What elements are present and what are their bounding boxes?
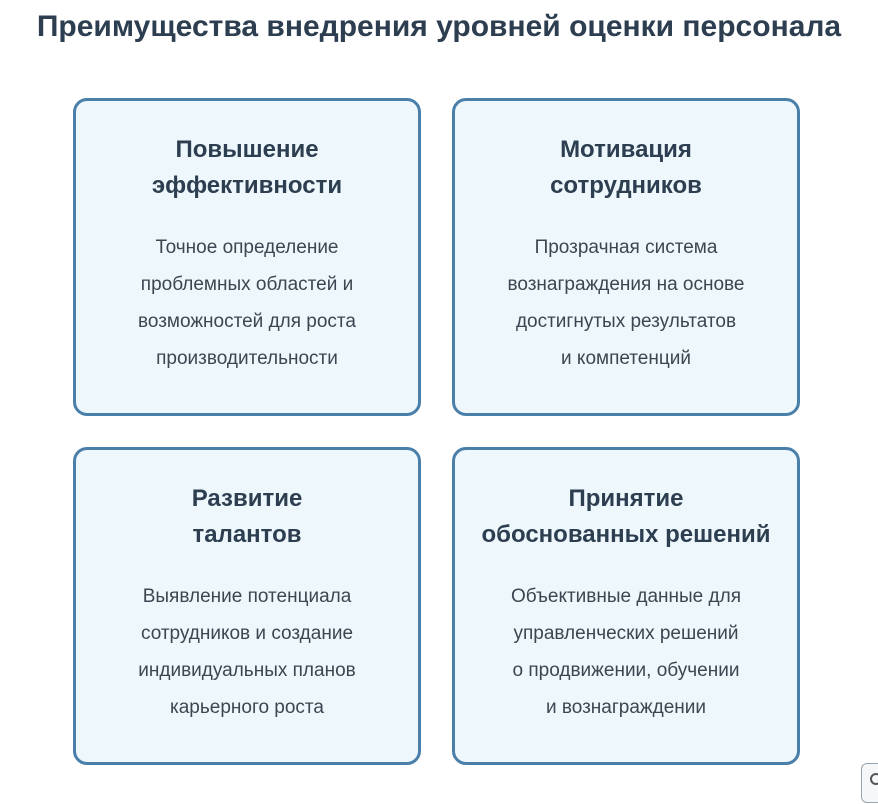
card-title-line: Мотивация — [560, 136, 692, 163]
zoom-button[interactable] — [861, 763, 878, 803]
card-informed-decisions — [452, 447, 800, 765]
card-title-line: обоснованных решений — [481, 521, 771, 548]
card-text-line: о продвижении, обучении — [512, 660, 740, 681]
card-description — [76, 578, 418, 726]
card-text-line: и вознаграждении — [545, 697, 707, 718]
card-title — [76, 132, 418, 204]
card-title-line: талантов — [192, 521, 302, 548]
card-title-line: сотрудников — [550, 172, 702, 199]
card-title-line: эффективности — [151, 172, 343, 199]
card-text-line: карьерного роста — [169, 697, 324, 718]
card-talent-development — [73, 447, 421, 765]
card-text-line: возможностей для роста — [137, 311, 356, 332]
card-text-line: Прозрачная система — [534, 237, 718, 258]
card-text-line: индивидуальных планов — [138, 660, 356, 681]
card-title — [455, 132, 797, 204]
card-description — [455, 229, 797, 377]
card-text-line: Объективные данные для — [510, 586, 741, 607]
page-title: Преимущества внедрения уровней оценки персонала — [36, 10, 842, 43]
card-description — [76, 229, 418, 377]
card-text-line: Точное определение — [155, 237, 339, 258]
card-motivation — [452, 98, 800, 416]
card-text-line: производительности — [156, 348, 338, 369]
card-title — [455, 481, 797, 553]
card-efficiency — [73, 98, 421, 416]
card-title — [76, 481, 418, 553]
card-text-line: Выявление потенциала — [142, 586, 352, 607]
card-description — [455, 578, 797, 726]
card-text-line: и компетенций — [561, 348, 691, 369]
card-title-line: Повышение — [175, 136, 319, 163]
card-text-line: достигнутых результатов — [515, 311, 737, 332]
card-title-line: Развитие — [191, 485, 303, 512]
card-text-line: вознаграждения на основе — [507, 274, 745, 295]
card-text-line: сотрудников и создание — [140, 623, 354, 644]
zoom-icon — [870, 773, 878, 785]
card-title-line: Принятие — [568, 485, 684, 512]
card-text-line: управленческих решений — [513, 623, 739, 644]
card-text-line: проблемных областей и — [140, 274, 354, 295]
